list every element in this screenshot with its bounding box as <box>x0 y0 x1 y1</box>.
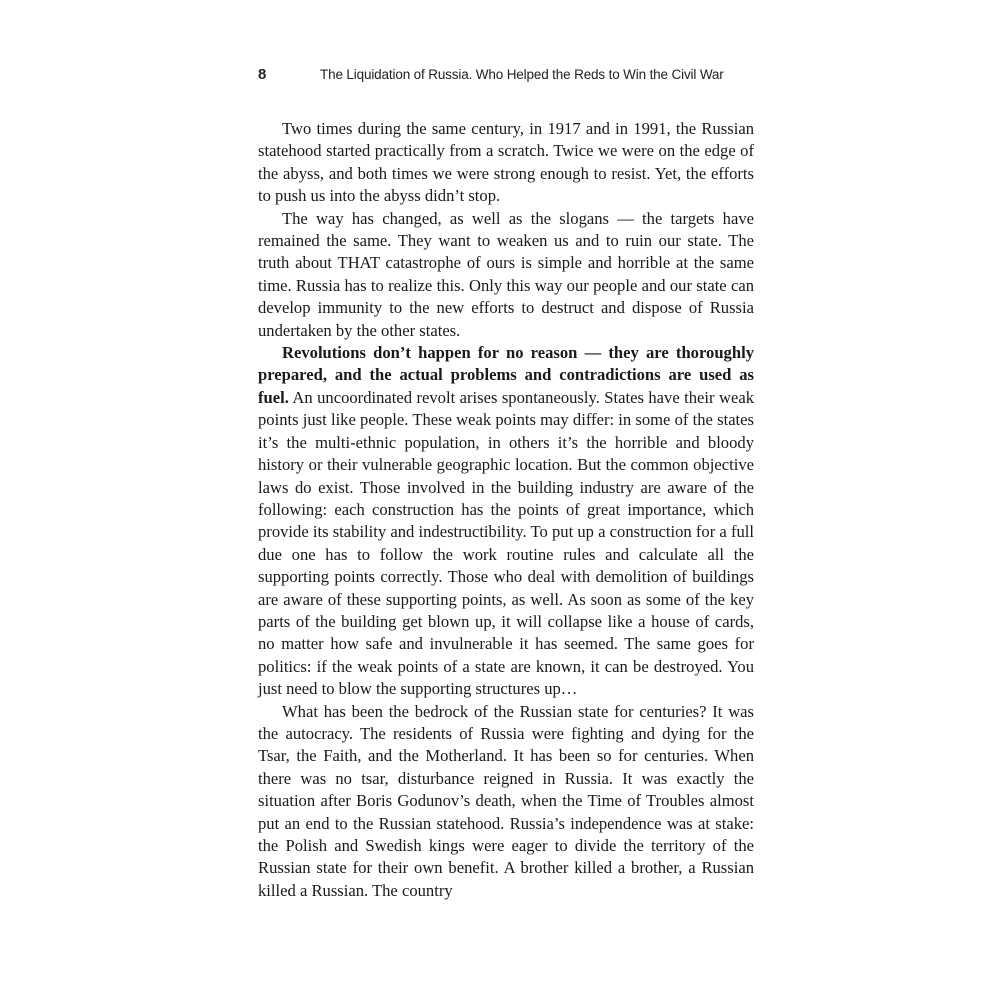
paragraph <box>258 342 754 701</box>
paragraph-text: Two times during the same century, in 1917 and in 1991, the Russian statehood started practically from a scratch. Twice we were on the edge of the abyss, and both times we were strong enough to resist. Yet, the efforts to push us into the abyss didn’t stop. <box>258 119 754 206</box>
paragraph <box>258 701 754 903</box>
paragraph-text: The way has changed, as well as the slogans — the targets have remained the same. They want to weaken us and to ruin our state. The truth about THAT catastrophe of ours is simple and horrible at the same time. Russia has to realize this. Only this way our people and our state can develop immunity to the new efforts to destruct and dispose of Russia undertaken by the other states. <box>258 208 754 340</box>
bold-lead-sentence: Revolutions don’t happen for no reason — they are thoroughly prepared, and the actual problems and contradictions are used as fuel. <box>258 343 754 407</box>
paragraph <box>258 208 754 342</box>
paragraph <box>258 118 754 208</box>
paragraph-text: An uncoordinated revolt arises spontaneously. States have their weak points just like people. These weak points may differ: in some of the states it’s the multi-ethnic population, in others it’s the horrible and bloody history or their vulnerable geographic location. But the common objective laws do exist. Those involved in the building industry are aware of the following: each construction has the points of great importance, which provide its stability and indestructibility. To put up a construction for a full due one has to follow the work routine rules and calculate all the supporting points correctly. Those who deal with demolition of buildings are aware of these supporting points, as well. As soon as some of the key parts of the building get blown up, it will collapse like a house of cards, no matter how safe and invulnerable it has seemed. The same goes for politics: if the weak points of a state are known, it can be destroyed. You just need to blow the supporting structures up… <box>258 387 754 699</box>
page-header <box>258 63 752 87</box>
paragraph-text: What has been the bedrock of the Russian state for centuries? It was the autocracy. The residents of Russia were fighting and dying for the Tsar, the Faith, and the Motherland. It has been so for centuries. When there was no tsar, disturbance reigned in Russia. It was exactly the situation after Boris Godunov’s death, when the Time of Troubles almost put an end to the Russian statehood. Russia’s independence was at stake: the Polish and Swedish kings were eager to divide the territory of the Russian state for their own benefit. A brother killed a brother, a Russian killed a Russian. The country <box>258 701 754 900</box>
page-number: 8 <box>258 66 267 83</box>
running-title: The Liquidation of Russia. Who Helped the Reds to Win the Civil War <box>320 67 724 82</box>
body-text <box>258 118 754 902</box>
